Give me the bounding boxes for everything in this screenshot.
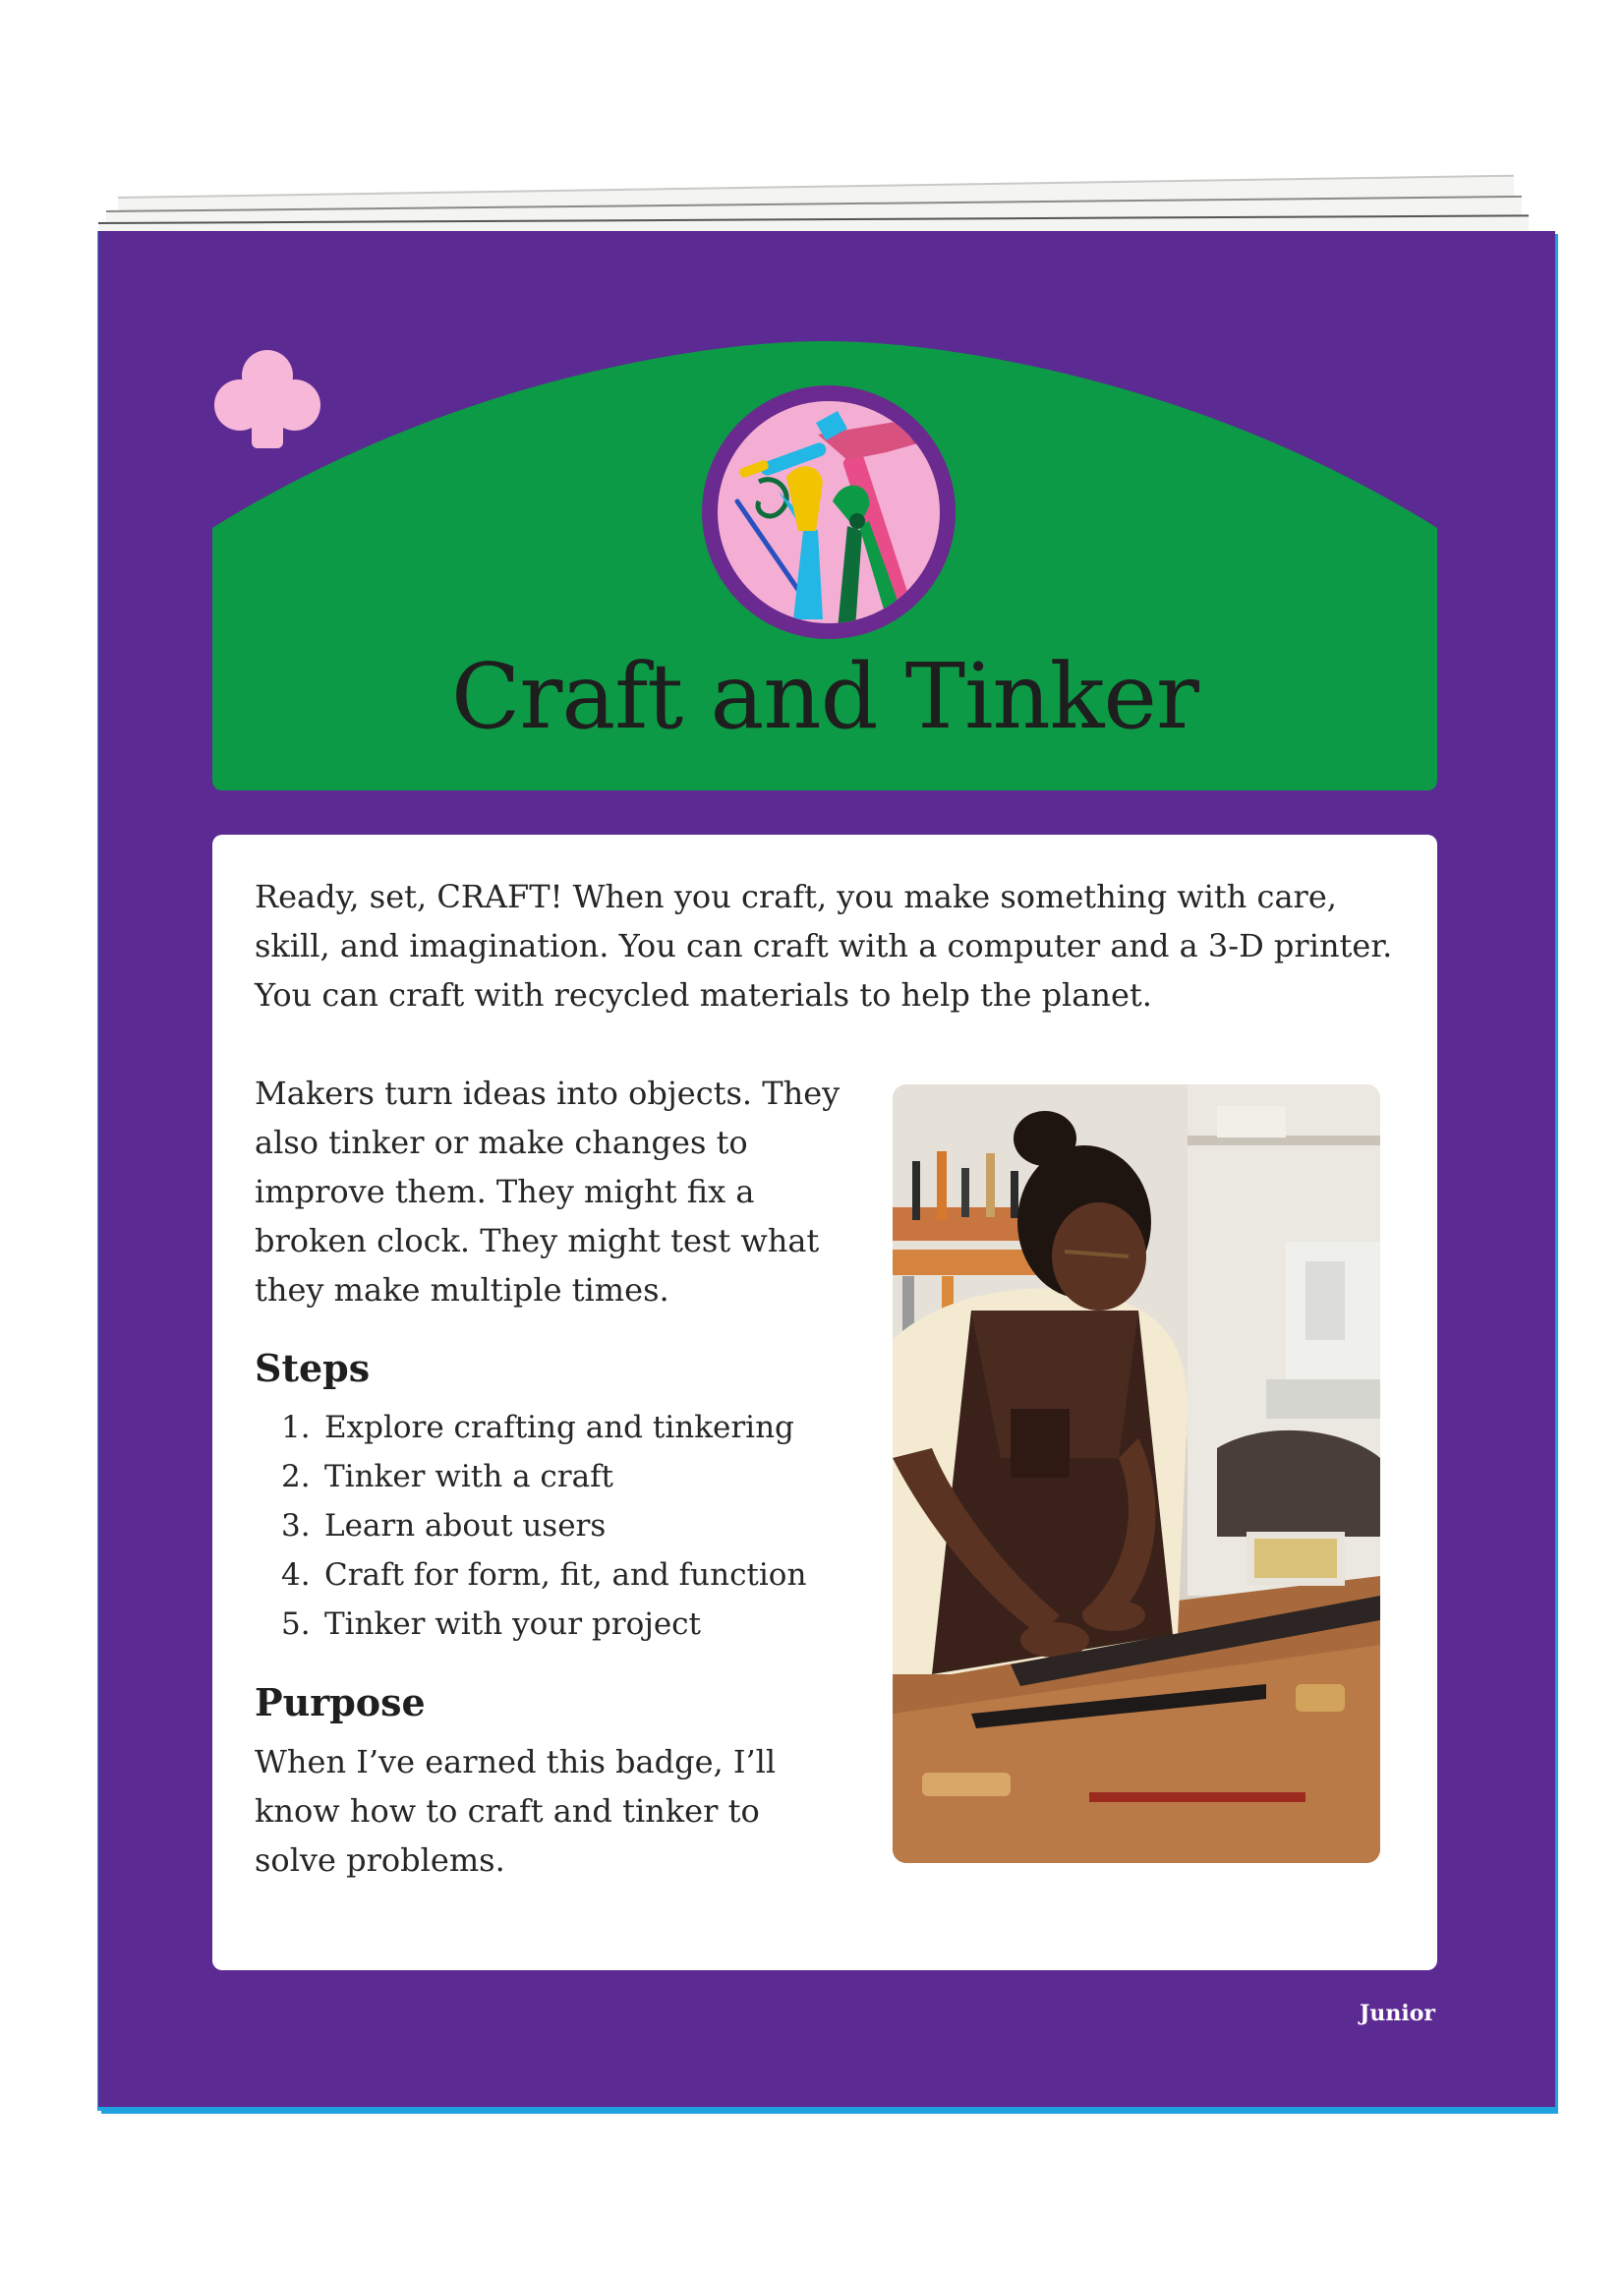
list-item <box>281 1452 806 1501</box>
craft-badge-icon <box>700 383 957 641</box>
list-item <box>281 1403 806 1452</box>
page-title: Craft and Tinker <box>451 644 1198 749</box>
step-label: Tinker with a craft <box>324 1459 614 1494</box>
purpose-paragraph: When I’ve earned this badge, I’ll know how to craft and tinker to solve problems. <box>255 1743 777 1879</box>
crafting-photo <box>893 1084 1380 1863</box>
step-number: 4. <box>281 1557 311 1593</box>
step-number: 1. <box>281 1410 311 1445</box>
booklet-cover <box>98 231 1555 2111</box>
list-item <box>281 1501 806 1550</box>
step-number: 2. <box>281 1459 311 1494</box>
step-label: Learn about users <box>324 1508 607 1544</box>
step-label: Craft for form, fit, and function <box>324 1557 807 1593</box>
intro-paragraph: Ready, set, CRAFT! When you craft, you make something with care, skill, and imagination. You can craft with a computer and a 3-D printer. You can craft with recycled materials to help the planet. <box>255 878 1393 1014</box>
step-number: 5. <box>281 1606 311 1642</box>
trefoil-icon <box>208 344 326 452</box>
steps-list <box>281 1403 806 1649</box>
purpose-heading: Purpose <box>255 1680 426 1724</box>
level-label: Junior <box>1359 2001 1435 2026</box>
makers-paragraph: Makers turn ideas into objects. They also tinker or make changes to improve them. They might fix a broken clock. They might test what they make multiple times. <box>255 1075 841 1309</box>
steps-heading: Steps <box>255 1346 371 1390</box>
content-card <box>212 835 1437 1970</box>
step-number: 3. <box>281 1508 311 1544</box>
list-item <box>281 1550 806 1600</box>
step-label: Explore crafting and tinkering <box>324 1410 794 1445</box>
list-item <box>281 1600 806 1649</box>
step-label: Tinker with your project <box>324 1606 702 1642</box>
